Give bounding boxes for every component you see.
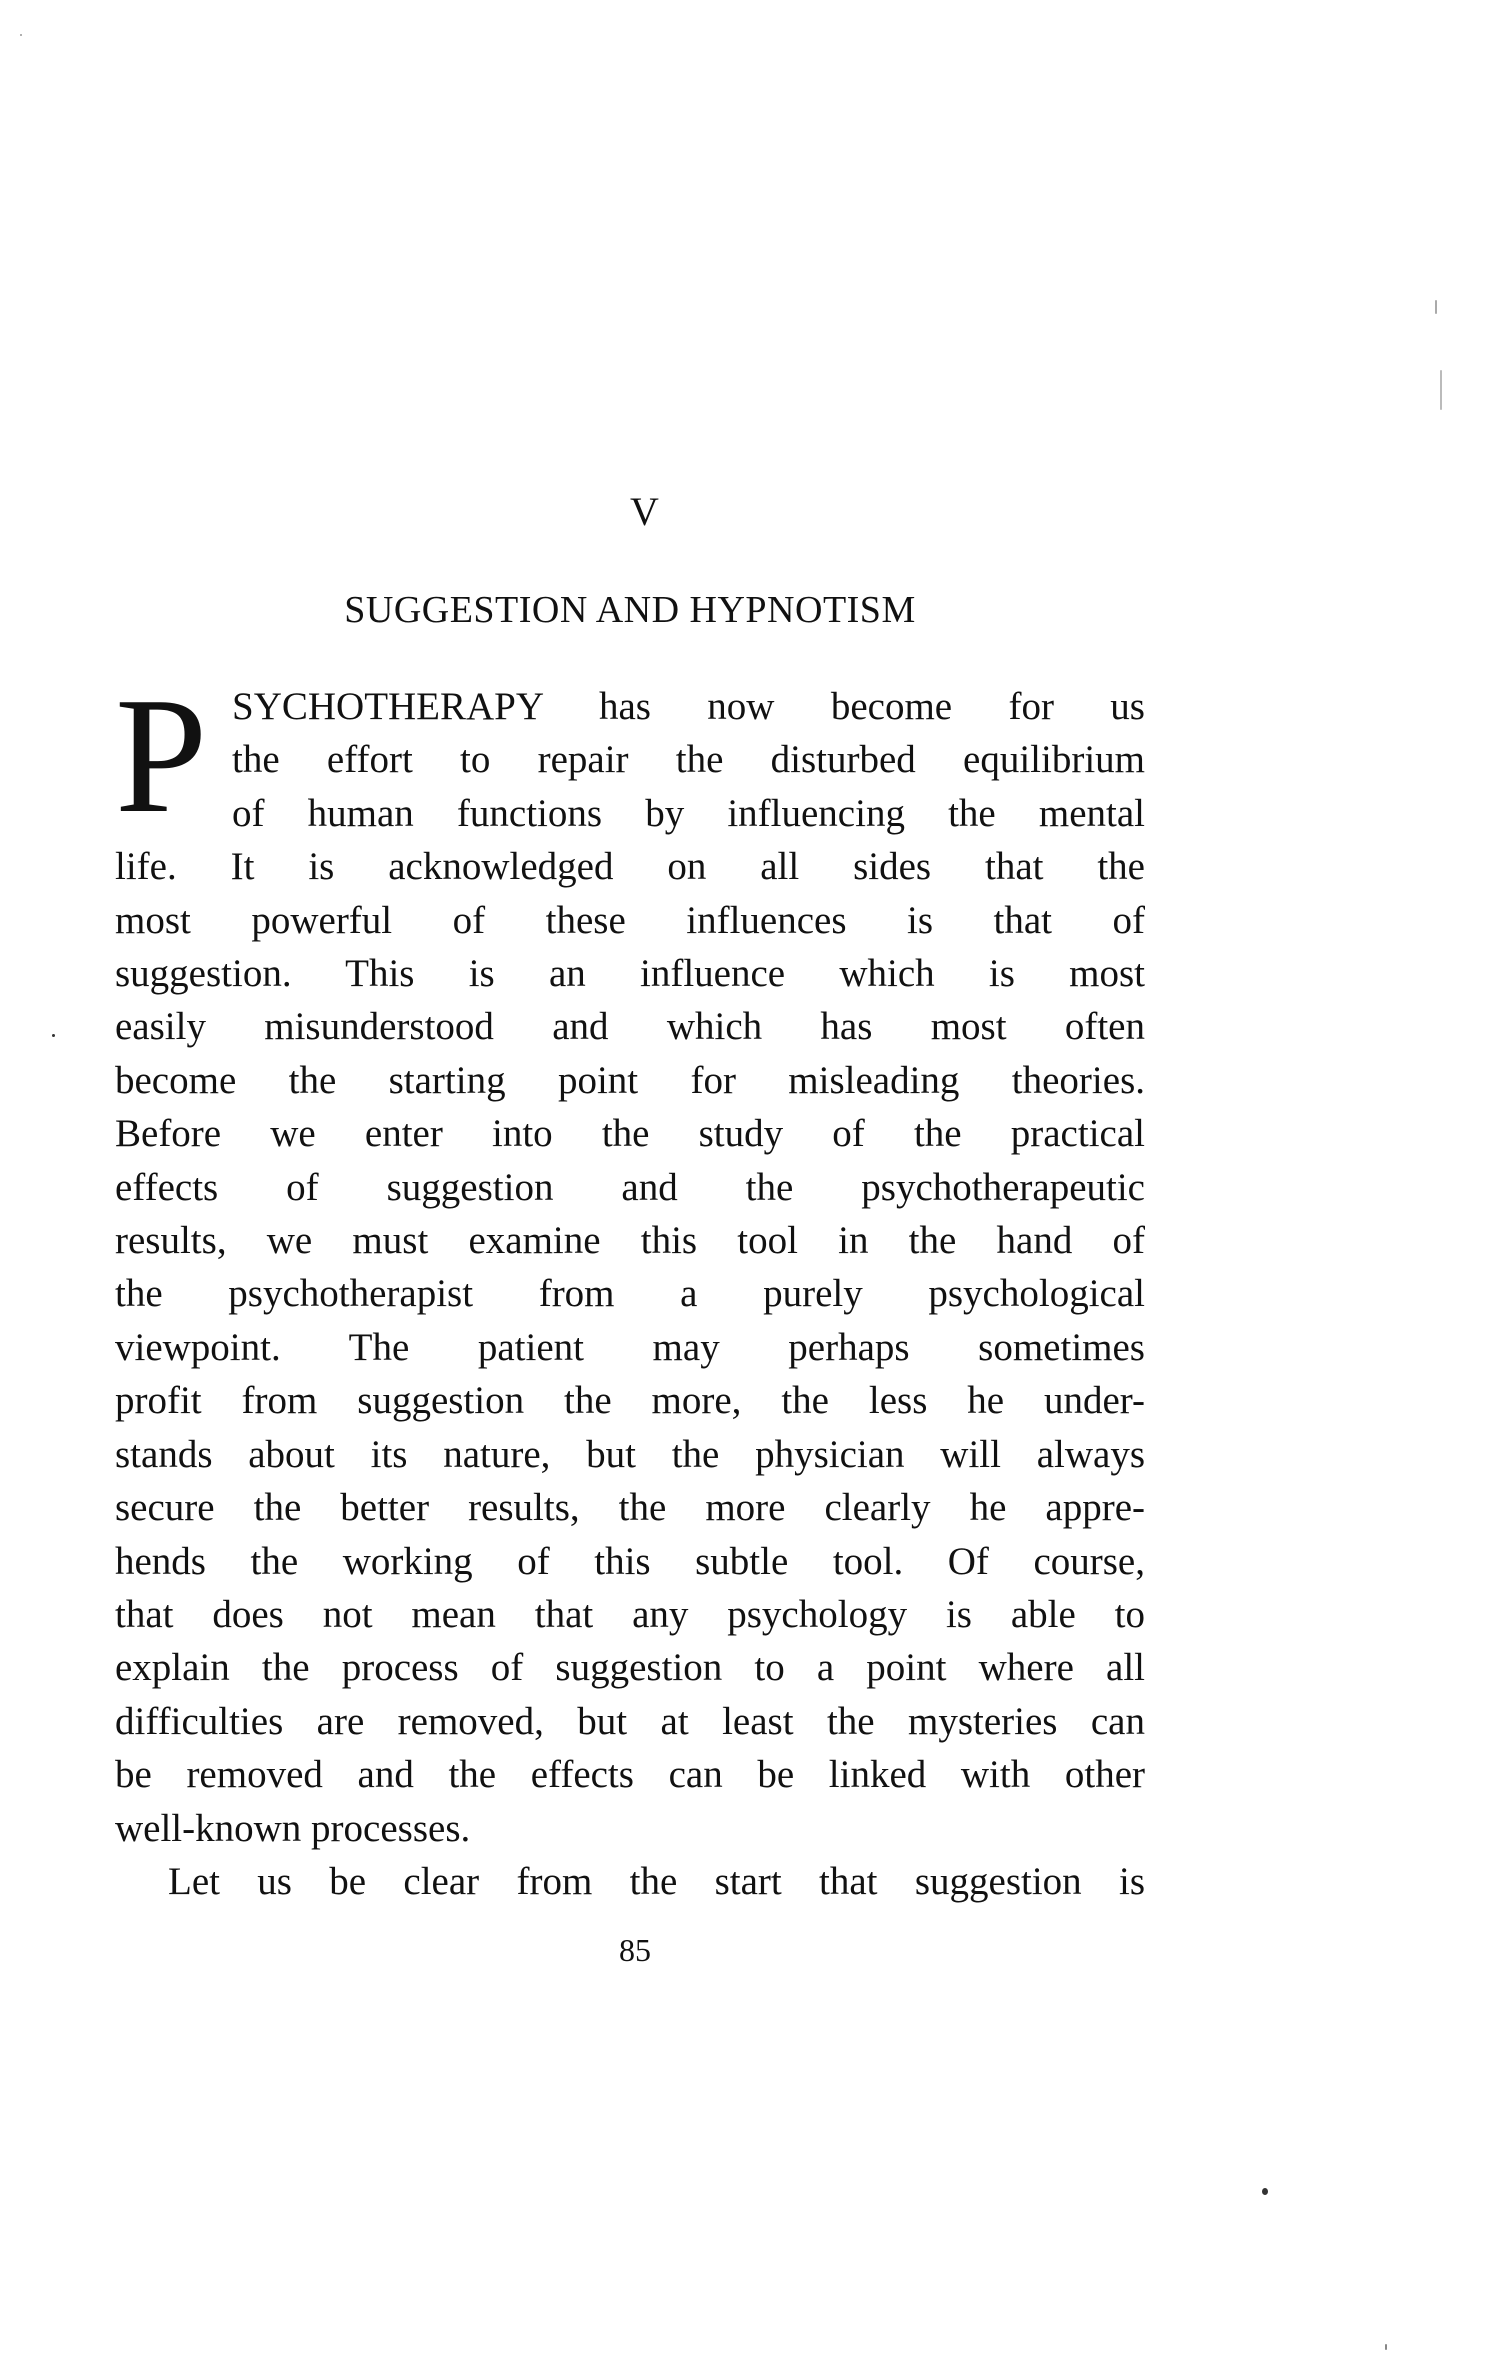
text-line: well-known processes. bbox=[115, 1806, 471, 1850]
chapter-number: V bbox=[630, 489, 660, 534]
text-line: explain the process of suggestion to a point where all bbox=[115, 1646, 1145, 1690]
text-line: easily misunderstood and which has most often bbox=[115, 1005, 1145, 1049]
text-line: secure the better results, the more clearly he appre- bbox=[115, 1486, 1145, 1530]
text-line: difficulties are removed, but at least the mysteries can bbox=[115, 1699, 1145, 1743]
text-line: the effort to repair the disturbed equilibrium bbox=[232, 738, 1145, 782]
text-line: most powerful of these influences is that of bbox=[115, 898, 1145, 942]
body-text bbox=[115, 663, 1145, 1908]
text-line: life. It is acknowledged on all sides that the bbox=[115, 845, 1145, 889]
text-line: hends the working of this subtle tool. Of course, bbox=[115, 1539, 1145, 1583]
scan-speck bbox=[1262, 2188, 1268, 2195]
text-line: be removed and the effects can be linked with other bbox=[115, 1753, 1145, 1797]
text-line: stands about its nature, but the physician will always bbox=[115, 1432, 1145, 1476]
scan-speck bbox=[1435, 300, 1437, 314]
text-line: that does not mean that any psychology is able to bbox=[115, 1592, 1145, 1636]
text-line: of human functions by influencing the mental bbox=[232, 791, 1145, 835]
scan-speck bbox=[52, 1034, 55, 1037]
text-line: become the starting point for misleading theories. bbox=[115, 1058, 1145, 1102]
text-line: SYCHOTHERAPY has now become for us bbox=[232, 685, 1145, 728]
text-line: profit from suggestion the more, the less he under- bbox=[115, 1379, 1145, 1423]
scan-speck bbox=[1440, 370, 1442, 410]
scan-speck bbox=[1385, 2344, 1387, 2350]
page-number: 85 bbox=[619, 1932, 651, 1968]
text-line: Let us be clear from the start that suggestion is bbox=[168, 1859, 1145, 1903]
text-line: suggestion. This is an influence which is most bbox=[115, 952, 1145, 996]
text-line: results, we must examine this tool in the hand of bbox=[115, 1219, 1145, 1263]
chapter-title: SUGGESTION AND HYPNOTISM bbox=[344, 589, 916, 631]
scan-speck bbox=[20, 34, 22, 36]
drop-cap: P bbox=[115, 663, 208, 847]
text-line: the psychotherapist from a purely psychological bbox=[115, 1272, 1145, 1316]
paragraph-2 bbox=[115, 1855, 1145, 1908]
paragraph-1 bbox=[115, 663, 1145, 1855]
text-line: viewpoint. The patient may perhaps sometimes bbox=[115, 1325, 1145, 1369]
text-line: effects of suggestion and the psychotherapeutic bbox=[115, 1165, 1145, 1209]
text-line: Before we enter into the study of the practical bbox=[115, 1112, 1145, 1156]
